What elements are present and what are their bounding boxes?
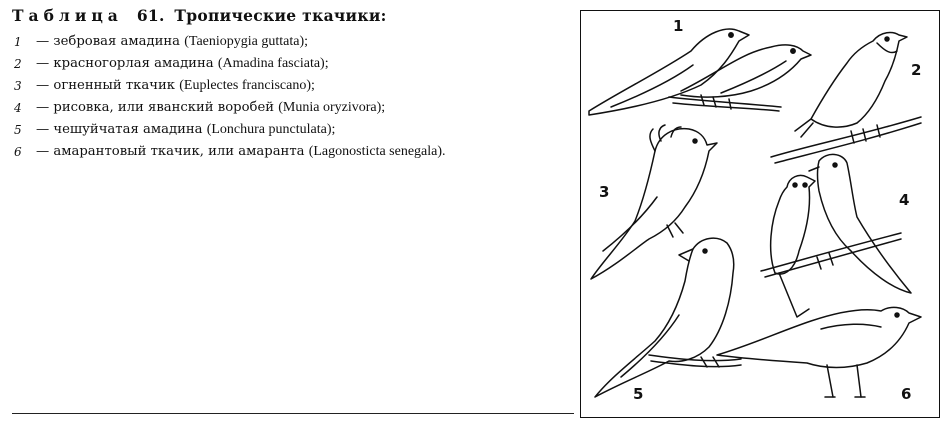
legend-item: 4 — рисовка, или яванский воробей (Munia oryzivora);	[14, 100, 386, 115]
table-heading: Тропические ткачики:	[174, 6, 387, 25]
illustration-panel	[580, 10, 940, 418]
bottom-rule	[12, 413, 574, 414]
figure-label-4: 4	[899, 191, 910, 209]
weaver-birds-drawing	[581, 11, 939, 417]
bird-6-icon	[717, 307, 921, 397]
species-legend	[12, 31, 572, 163]
bird-1-icon	[589, 29, 811, 115]
caption	[12, 6, 572, 163]
table-number: 61.	[136, 6, 165, 25]
legend-item: 5 — чешуйчатая амадина (Lonchura punctulata);	[14, 122, 336, 137]
figure-label-3: 3	[599, 183, 610, 201]
bird-3-icon	[591, 125, 717, 279]
figure-label-5: 5	[633, 385, 644, 403]
figure-label-1: 1	[673, 17, 684, 35]
table-title	[12, 6, 572, 25]
branch-1-icon	[669, 95, 781, 111]
legend-item: 1 — зебровая амадина (Taeniopygia guttata);	[14, 34, 309, 49]
figure-label-2: 2	[911, 61, 922, 79]
legend-item: 2 — красногорлая амадина (Amadina fasciata);	[14, 56, 329, 71]
table-label: Таблица	[12, 6, 123, 25]
figure-label-6: 6	[901, 385, 912, 403]
legend-item: 6 — амарантовый ткачик, или амаранта (Lagonosticta senegala).	[14, 144, 446, 159]
legend-item: 3 — огненный ткачик (Euplectes franciscano);	[14, 78, 315, 93]
bird-4-icon	[761, 154, 911, 317]
